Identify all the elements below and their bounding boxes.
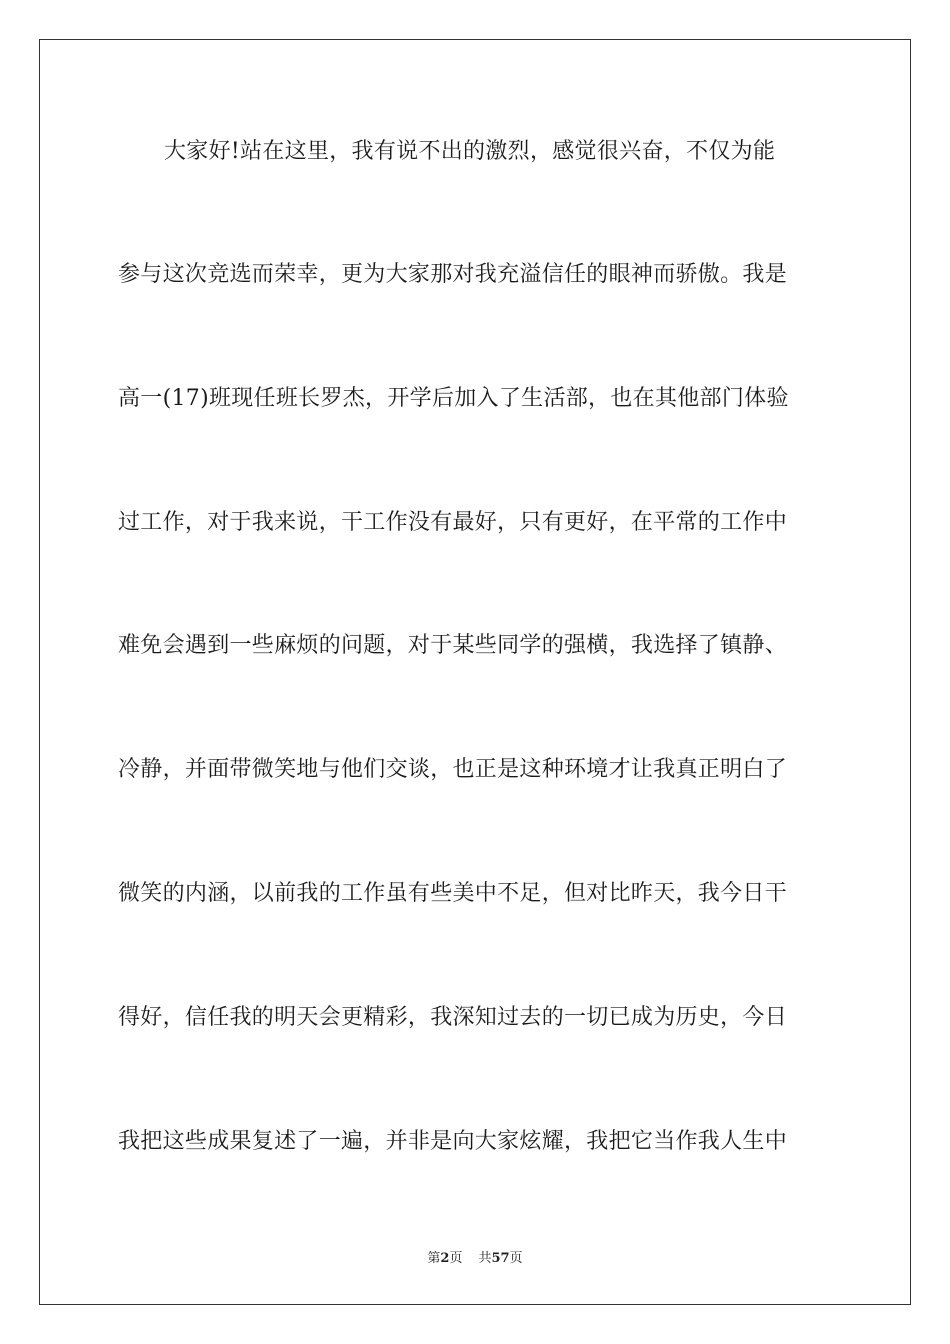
body-text-line-1: 大家好!站在这里，我有说不出的激烈，感觉很兴奋，不仅为能 xyxy=(164,139,776,164)
total-label-suffix: 页 xyxy=(509,1251,523,1266)
page-border xyxy=(39,39,911,1305)
body-text-line-3: 高一(17)班现任班长罗杰，开学后加入了生活部，也在其他部门体验 xyxy=(118,386,789,411)
body-text-line-8: 得好，信任我的明天会更精彩，我深知过去的一切已成为历史，今日 xyxy=(118,1005,788,1030)
body-text-line-7: 微笑的内涵，以前我的工作虽有些美中不足，但对比昨天，我今日干 xyxy=(118,881,788,906)
body-text-line-6: 冷静，并面带微笑地与他们交谈，也正是这种环境才让我真正明白了 xyxy=(118,757,788,782)
total-pages-number: 57 xyxy=(491,1251,510,1266)
page-footer xyxy=(0,1250,950,1268)
body-text-line-4: 过工作，对于我来说，干工作没有最好，只有更好，在平常的工作中 xyxy=(118,510,788,535)
page-label-suffix: 页 xyxy=(449,1251,463,1266)
body-text-line-5: 难免会遇到一些麻烦的问题，对于某些同学的强横，我选择了镇静、 xyxy=(118,633,788,658)
total-label-prefix: 共 xyxy=(478,1251,492,1266)
current-page-number: 2 xyxy=(440,1251,450,1266)
page-label-prefix: 第 xyxy=(427,1251,441,1266)
body-text-line-9: 我把这些成果复述了一遍，并非是向大家炫耀，我把它当作我人生中 xyxy=(118,1129,788,1154)
body-text-line-2: 参与这次竞选而荣幸，更为大家那对我充溢信任的眼神而骄傲。我是 xyxy=(118,262,788,287)
